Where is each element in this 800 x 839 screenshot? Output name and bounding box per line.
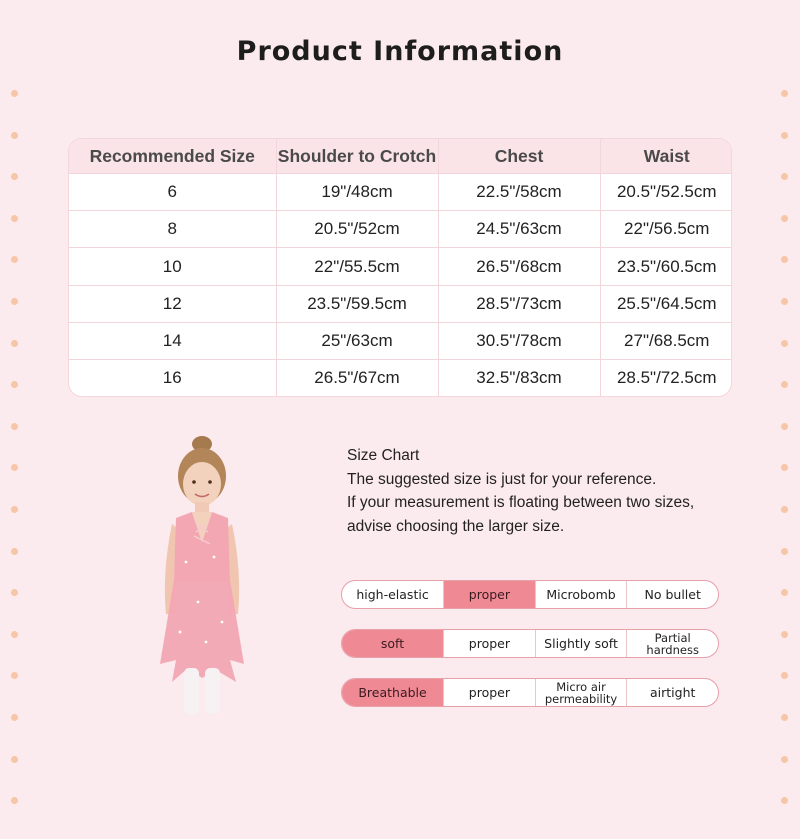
size-notes [347, 444, 767, 538]
cell-chest: 28.5"/73cm [438, 285, 600, 322]
cell-waist: 27"/68.5cm [600, 322, 732, 359]
cell-size: 14 [69, 322, 276, 359]
cell-size: 6 [69, 174, 276, 211]
header-recommended-size: Recommended Size [69, 139, 276, 174]
feature-option-selected: soft [342, 630, 443, 657]
feature-option: high-elastic [356, 586, 429, 602]
header-waist: Waist [600, 139, 732, 174]
feature-row-breathability [341, 678, 719, 707]
cell-size: 12 [69, 285, 276, 322]
feature-option: airtight [626, 679, 718, 706]
cell-chest: 32.5"/83cm [438, 360, 600, 396]
page-title: Product Information [236, 36, 564, 67]
cell-shoulder-to-crotch: 22"/55.5cm [276, 248, 438, 285]
cell-size: 16 [69, 360, 276, 396]
table-row [69, 360, 732, 396]
notes-line: advise choosing the larger size. [347, 517, 565, 535]
feature-option: proper [443, 630, 535, 657]
notes-heading: Size Chart [347, 447, 420, 464]
cell-chest: 26.5"/68cm [438, 248, 600, 285]
decorative-dots-left [11, 90, 19, 839]
feature-row-softness [341, 629, 719, 658]
table-row [69, 285, 732, 322]
model-illustration [142, 432, 262, 714]
cell-chest: 24.5"/63cm [438, 211, 600, 248]
cell-shoulder-to-crotch: 25"/63cm [276, 322, 438, 359]
cell-waist: 20.5"/52.5cm [600, 174, 732, 211]
feature-option: proper [443, 679, 535, 706]
header-chest: Chest [438, 139, 600, 174]
cell-waist: 28.5"/72.5cm [600, 360, 732, 396]
table-row [69, 211, 732, 248]
cell-waist: 22"/56.5cm [600, 211, 732, 248]
cell-chest: 22.5"/58cm [438, 174, 600, 211]
feature-option: Slightly soft [535, 630, 627, 657]
size-table [68, 138, 732, 397]
table-header-row [69, 139, 732, 174]
cell-waist: 25.5"/64.5cm [600, 285, 732, 322]
feature-option: Microbomb [535, 581, 627, 608]
cell-chest: 30.5"/78cm [438, 322, 600, 359]
cell-shoulder-to-crotch: 23.5"/59.5cm [276, 285, 438, 322]
feature-row-elasticity [341, 580, 719, 609]
decorative-dots-right [781, 90, 789, 839]
cell-size: 8 [69, 211, 276, 248]
cell-waist: 23.5"/60.5cm [600, 248, 732, 285]
table-row [69, 248, 732, 285]
cell-shoulder-to-crotch: 26.5"/67cm [276, 360, 438, 396]
feature-option-selected: proper [443, 581, 535, 608]
cell-shoulder-to-crotch: 20.5"/52cm [276, 211, 438, 248]
notes-line: The suggested size is just for your reference. [347, 470, 657, 488]
table-row [69, 322, 732, 359]
feature-option: No bullet [626, 581, 718, 608]
feature-option: Micro air permeability [535, 679, 627, 706]
cell-size: 10 [69, 248, 276, 285]
header-shoulder-to-crotch: Shoulder to Crotch [276, 139, 438, 174]
feature-option: Partial hardness [626, 630, 718, 657]
table-row [69, 174, 732, 211]
cell-shoulder-to-crotch: 19"/48cm [276, 174, 438, 211]
feature-option-selected: Breathable [342, 679, 443, 706]
notes-line: If your measurement is floating between two sizes, [347, 494, 695, 511]
